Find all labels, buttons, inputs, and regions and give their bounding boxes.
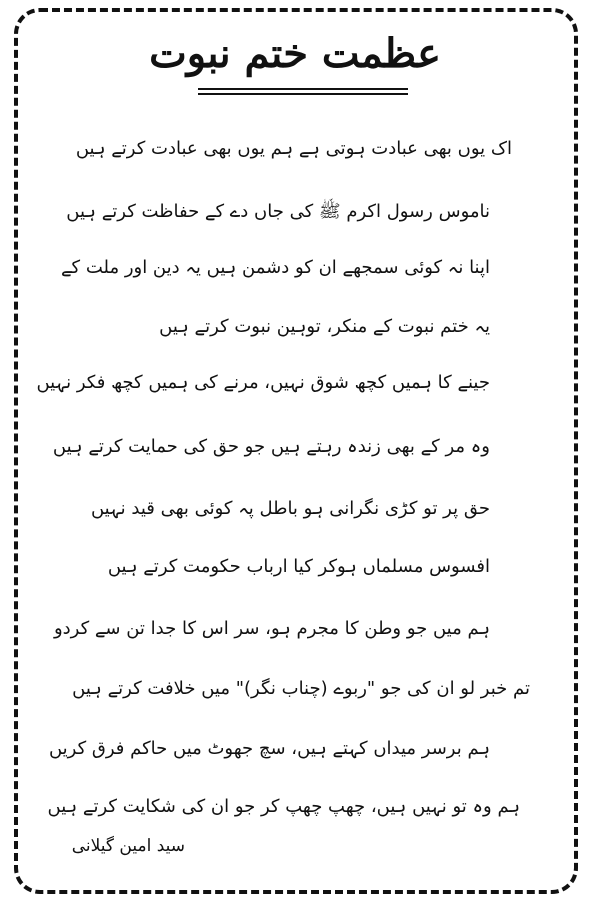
poem-line: وہ مر کے بھی زندہ رہتے ہیں جو حق کی حمایت کرتے ہیں — [52, 436, 490, 457]
poem-line: اک یوں بھی عبادت ہوتی ہے ہم یوں بھی عبادت کرتے ہیں — [75, 138, 512, 159]
author-signature: سید امین گیلانی — [71, 836, 185, 856]
poem-title: عظمت ختم نبوت — [149, 30, 441, 77]
poem-line: اپنا نہ کوئی سمجھے ان کو دشمن ہیں یہ دین اور ملت کے — [60, 257, 490, 278]
poem-line: حق پر تو کڑی نگرانی ہو باطل پہ کوئی بھی قید نہیں — [90, 498, 490, 519]
title-underline-bottom — [198, 93, 408, 95]
poem-line: ہم میں جو وطن کا مجرم ہو، سر اس کا جدا تن سے کردو — [53, 618, 490, 639]
poem-line: یہ ختم نبوت کے منکر، توہین نبوت کرتے ہیں — [159, 316, 490, 337]
poem-line: ناموس رسول اکرم ﷺ کی جاں دے کے حفاظت کرتے ہیں — [66, 201, 490, 222]
poem-line: ہم وہ تو نہیں ہیں، چھپ چھپ کر جو ان کی شکایت کرتے ہیں — [47, 796, 520, 817]
poem-line: جینے کا ہمیں کچھ شوق نہیں، مرنے کی ہمیں کچھ فکر نہیں — [36, 372, 490, 393]
poem-line: افسوس مسلماں ہوکر کیا ارباب حکومت کرتے ہیں — [107, 556, 490, 577]
poem-line: ہم برسر میداں کہتے ہیں، سچ جھوٹ میں حاکم فرق کریں — [48, 738, 490, 759]
poem-line: تم خبر لو ان کی جو "ربوے (چناب نگر)" میں خلافت کرتے ہیں — [72, 678, 530, 699]
title-underline-top — [198, 88, 408, 90]
